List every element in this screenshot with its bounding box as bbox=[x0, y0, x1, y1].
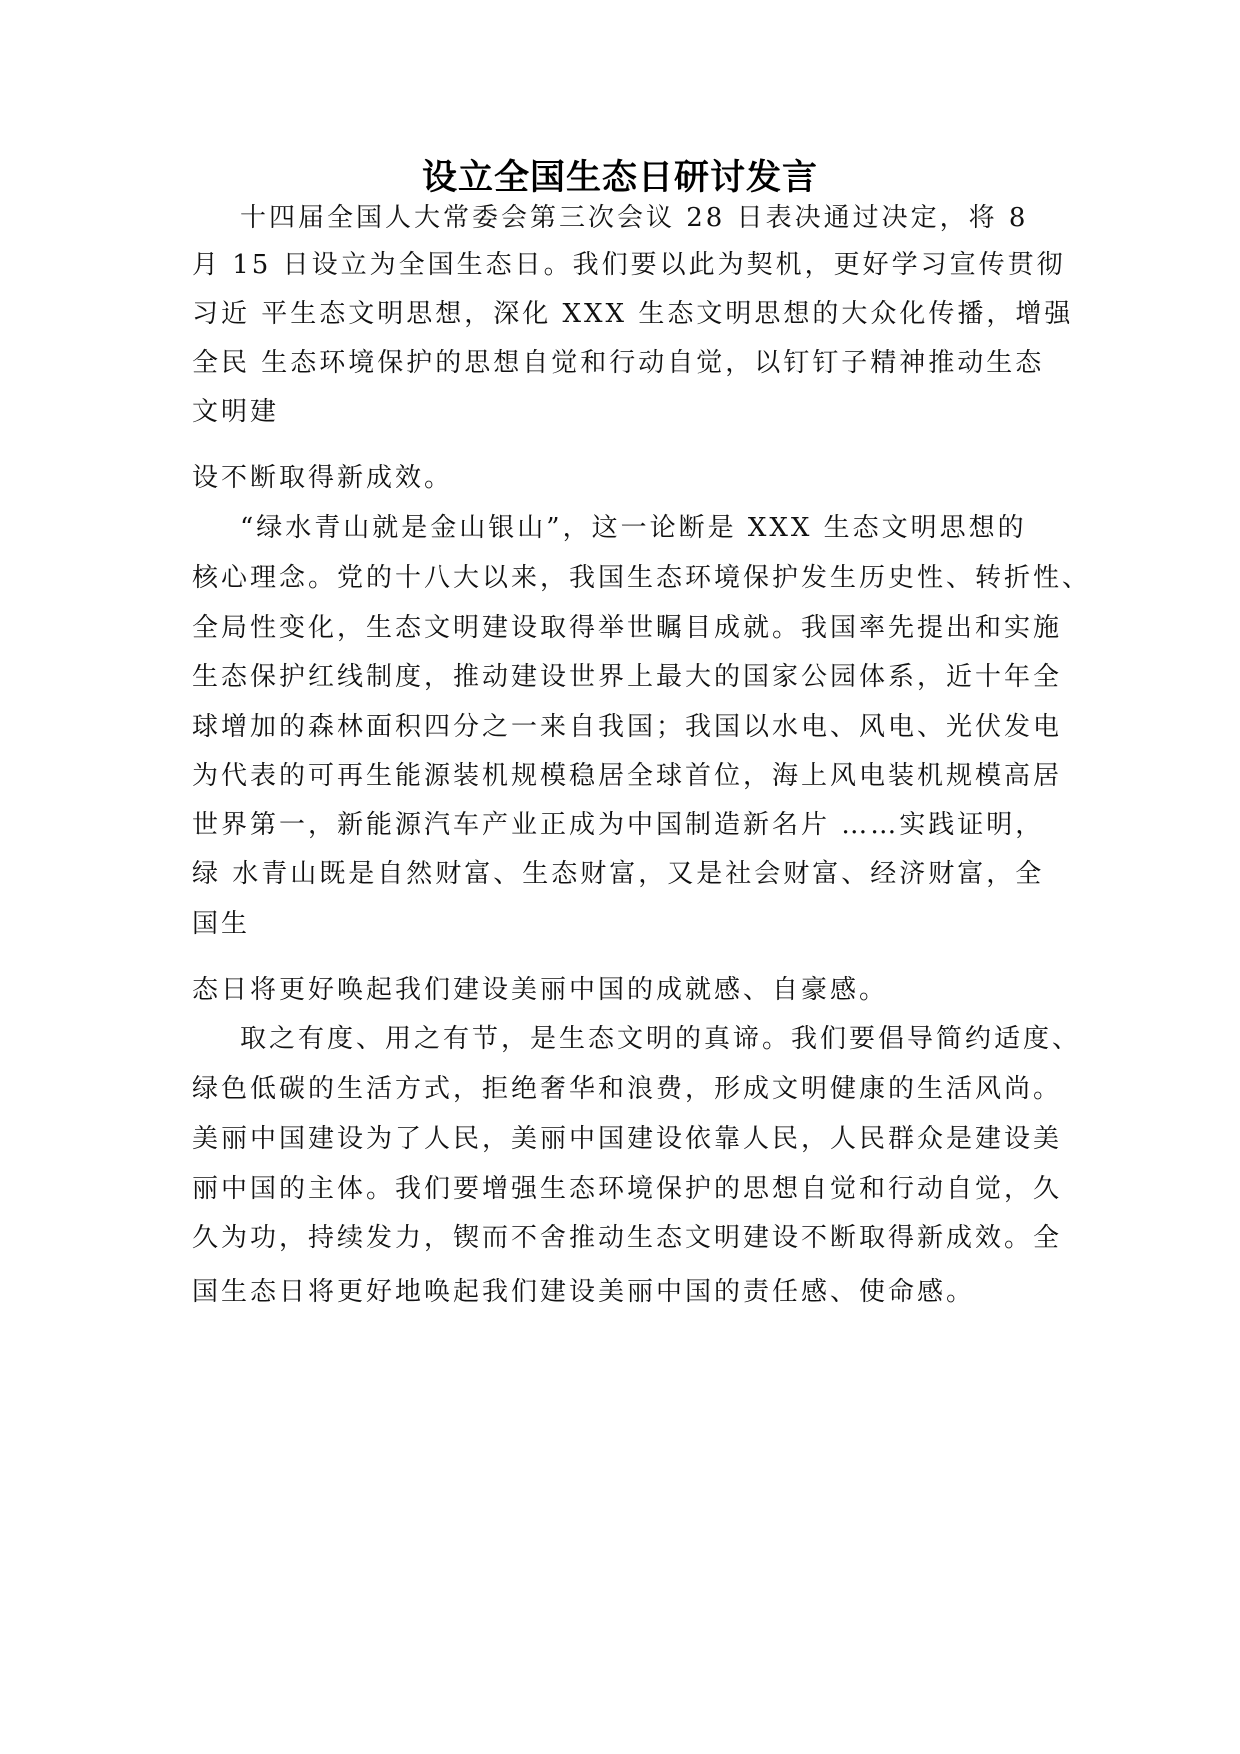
paragraph-line: 生态保护红线制度，推动建设世界上最大的国家公园体系，近十年全 bbox=[192, 662, 1063, 692]
paragraph-line: 十四届全国人大常委会第三次会议 28 日表决通过决定，将 8 bbox=[240, 203, 1029, 233]
paragraph-line: 美丽中国建设为了人民，美丽中国建设依靠人民，人民群众是建设美 bbox=[192, 1124, 1063, 1154]
paragraph-line: 绿色低碳的生活方式，拒绝奢华和浪费，形成文明健康的生活风尚。 bbox=[192, 1074, 1063, 1104]
paragraph-line: 态日将更好唤起我们建设美丽中国的成就感、自豪感。 bbox=[192, 975, 889, 1005]
paragraph-line: “绿水青山就是金山银山”，这一论断是 XXX 生态文明思想的 bbox=[240, 513, 1027, 543]
paragraph-line: 核心理念。党的十八大以来，我国生态环境保护发生历史性、转折性、 bbox=[192, 563, 1092, 593]
paragraph-line: 全民 生态环境保护的思想自觉和行动自觉，以钉钉子精神推动生态 bbox=[192, 348, 1045, 378]
paragraph-line: 绿 水青山既是自然财富、生态财富，又是社会财富、经济财富，全 bbox=[192, 859, 1045, 889]
paragraph-line: 取之有度、用之有节，是生态文明的真谛。我们要倡导简约适度、 bbox=[240, 1024, 1082, 1054]
paragraph-line: 为代表的可再生能源装机规模稳居全球首位，海上风电装机规模高居 bbox=[192, 761, 1063, 791]
paragraph-line: 设不断取得新成效。 bbox=[192, 463, 454, 493]
paragraph-line: 全局性变化，生态文明建设取得举世瞩目成就。我国率先提出和实施 bbox=[192, 613, 1063, 643]
paragraph-line: 习近 平生态文明思想，深化 XXX 生态文明思想的大众化传播，增强 bbox=[192, 299, 1074, 329]
paragraph-line: 国生态日将更好地唤起我们建设美丽中国的责任感、使命感。 bbox=[192, 1277, 976, 1307]
paragraph-line: 月 15 日设立为全国生态日。我们要以此为契机，更好学习宣传贯彻 bbox=[192, 250, 1066, 280]
paragraph-line: 国生 bbox=[192, 909, 251, 939]
paragraph-line: 球增加的森林面积四分之一来自我国；我国以水电、风电、光伏发电 bbox=[192, 712, 1063, 742]
paragraph-line: 久为功，持续发力，锲而不舍推动生态文明建设不断取得新成效。全 bbox=[192, 1223, 1063, 1253]
paragraph-line: 文明建 bbox=[192, 397, 280, 427]
paragraph-line: 丽中国的主体。我们要增强生态环境保护的思想自觉和行动自觉，久 bbox=[192, 1174, 1063, 1204]
paragraph-line: 世界第一，新能源汽车产业正成为中国制造新名片 ……实践证明， bbox=[192, 810, 1045, 840]
document-title: 设立全国生态日研讨发言 bbox=[421, 158, 818, 198]
